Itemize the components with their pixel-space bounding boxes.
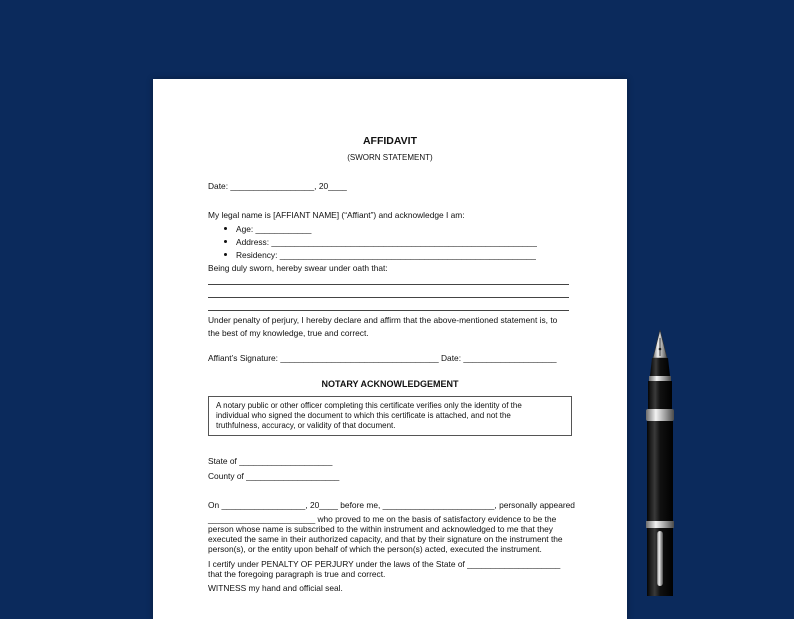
on-line-3: person whose name is subscribed to the within instrument and acknowledged to me that they xyxy=(208,524,553,534)
signature-line: Affiant’s Signature: __________________________________ Date: ____________________ xyxy=(208,353,557,363)
bullet-icon xyxy=(224,240,227,243)
perjury-text-1: Under penalty of perjury, I hereby declare and affirm that the above-mentioned statement is, to xyxy=(208,315,558,325)
sworn-text: Being duly sworn, hereby swear under oath that: xyxy=(208,263,388,273)
document-subtitle: (SWORN STATEMENT) xyxy=(347,153,433,162)
on-line-2: _______________________ who proved to me on the basis of satisfactory evidence to be the xyxy=(208,514,557,524)
notary-notice-box xyxy=(208,396,572,436)
notice-line-2: individual who signed the document to which this certificate is attached, and not the xyxy=(216,411,511,420)
fountain-pen-icon xyxy=(640,328,680,596)
on-line-5: person(s), or the entity upon behalf of which the person(s) acted, executed the instrument. xyxy=(208,544,542,554)
on-line-1: On __________________, 20____ before me, ________________________, personally appeared xyxy=(208,500,575,510)
address-line: Address: _________________________________________________________ xyxy=(236,237,537,247)
age-line: Age: ____________ xyxy=(236,224,312,234)
document-title: AFFIDAVIT xyxy=(362,135,418,147)
perjury-text-2: the best of my knowledge, true and correct. xyxy=(208,328,369,338)
statement-blank-line xyxy=(208,310,569,311)
notary-heading: NOTARY ACKNOWLEDGEMENT xyxy=(321,379,459,389)
statement-blank-line xyxy=(208,284,569,285)
notice-line-1: A notary public or other officer completing this certificate verifies only the identity of the xyxy=(216,401,522,410)
certify-line-1: I certify under PENALTY OF PERJURY under the laws of the State of ____________________ xyxy=(208,559,561,569)
residency-line: Residency: _______________________________________________________ xyxy=(236,250,536,260)
statement-blank-line xyxy=(208,297,569,298)
witness-line: WITNESS my hand and official seal. xyxy=(208,583,343,593)
date-line: Date: __________________, 20____ xyxy=(208,181,347,191)
notice-line-3: truthfulness, accuracy, or validity of that document. xyxy=(216,421,396,430)
bullet-icon xyxy=(224,227,227,230)
county-line: County of ____________________ xyxy=(208,471,340,481)
certify-line-2: that the foregoing paragraph is true and correct. xyxy=(208,569,386,579)
state-line: State of ____________________ xyxy=(208,456,333,466)
bullet-icon xyxy=(224,253,227,256)
on-line-4: executed the same in their authorized capacity, and that by their signature on the instrument the xyxy=(208,534,563,544)
affidavit-document xyxy=(153,79,627,619)
intro-text: My legal name is [AFFIANT NAME] (“Affiant”) and acknowledge I am: xyxy=(208,210,465,220)
